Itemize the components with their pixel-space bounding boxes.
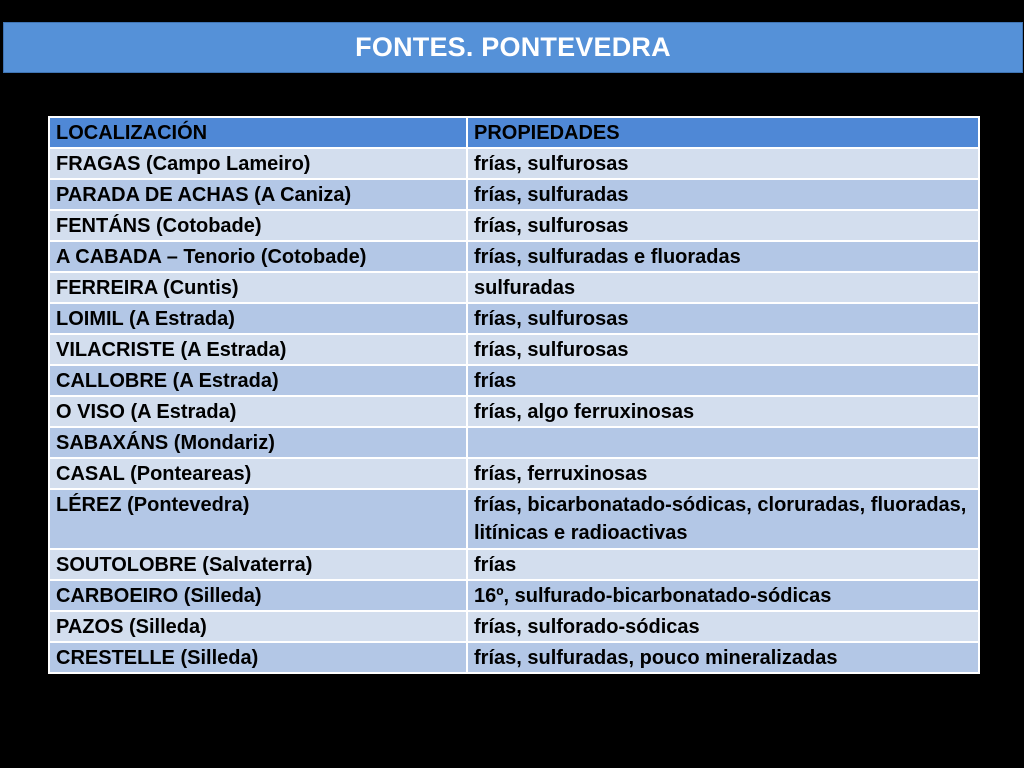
location-cell: SOUTOLOBRE (Salvaterra) [49, 549, 467, 580]
springs-table [48, 116, 980, 674]
properties-cell: frías, sulfurosas [467, 148, 979, 179]
location-cell: CRESTELLE (Silleda) [49, 642, 467, 673]
table-row [49, 580, 979, 611]
table-row [49, 549, 979, 580]
location-cell: LÉREZ (Pontevedra) [49, 489, 467, 549]
location-cell: CALLOBRE (A Estrada) [49, 365, 467, 396]
table-row [49, 396, 979, 427]
table-row [49, 642, 979, 673]
location-cell: FERREIRA (Cuntis) [49, 272, 467, 303]
properties-cell: frías, sulfuradas [467, 179, 979, 210]
table-row [49, 334, 979, 365]
table-row [49, 210, 979, 241]
location-cell: PAZOS (Silleda) [49, 611, 467, 642]
table-row [49, 241, 979, 272]
column-header-properties: PROPIEDADES [467, 117, 979, 148]
location-cell: FRAGAS (Campo Lameiro) [49, 148, 467, 179]
properties-cell: frías [467, 365, 979, 396]
properties-cell: frías, bicarbonatado-sódicas, cloruradas, fluoradas, litínicas e radioactivas [467, 489, 979, 549]
table-row [49, 489, 979, 549]
location-cell: O VISO (A Estrada) [49, 396, 467, 427]
slide-title: FONTES. PONTEVEDRA [355, 32, 671, 62]
location-cell: CASAL (Ponteareas) [49, 458, 467, 489]
table-row [49, 303, 979, 334]
table-row [49, 427, 979, 458]
column-header-location: LOCALIZACIÓN [49, 117, 467, 148]
properties-cell: frías, sulfurosas [467, 210, 979, 241]
properties-cell: frías, sulforado-sódicas [467, 611, 979, 642]
table-row [49, 148, 979, 179]
properties-cell: frías, sulfuradas, pouco mineralizadas [467, 642, 979, 673]
slide-title-bar [3, 22, 1023, 73]
properties-cell [467, 427, 979, 458]
table-header-row [49, 117, 979, 148]
location-cell: CARBOEIRO (Silleda) [49, 580, 467, 611]
properties-cell: frías, ferruxinosas [467, 458, 979, 489]
table-row [49, 458, 979, 489]
location-cell: VILACRISTE (A Estrada) [49, 334, 467, 365]
location-cell: SABAXÁNS (Mondariz) [49, 427, 467, 458]
table-row [49, 272, 979, 303]
properties-cell: 16º, sulfurado-bicarbonatado-sódicas [467, 580, 979, 611]
properties-cell: frías, sulfurosas [467, 303, 979, 334]
location-cell: A CABADA – Tenorio (Cotobade) [49, 241, 467, 272]
location-cell: FENTÁNS (Cotobade) [49, 210, 467, 241]
properties-cell: frías, sulfuradas e fluoradas [467, 241, 979, 272]
properties-cell: frías, sulfurosas [467, 334, 979, 365]
table-row [49, 179, 979, 210]
properties-cell: frías, algo ferruxinosas [467, 396, 979, 427]
properties-cell: sulfuradas [467, 272, 979, 303]
location-cell: PARADA DE ACHAS (A Caniza) [49, 179, 467, 210]
location-cell: LOIMIL (A Estrada) [49, 303, 467, 334]
properties-cell: frías [467, 549, 979, 580]
table-row [49, 611, 979, 642]
table-row [49, 365, 979, 396]
